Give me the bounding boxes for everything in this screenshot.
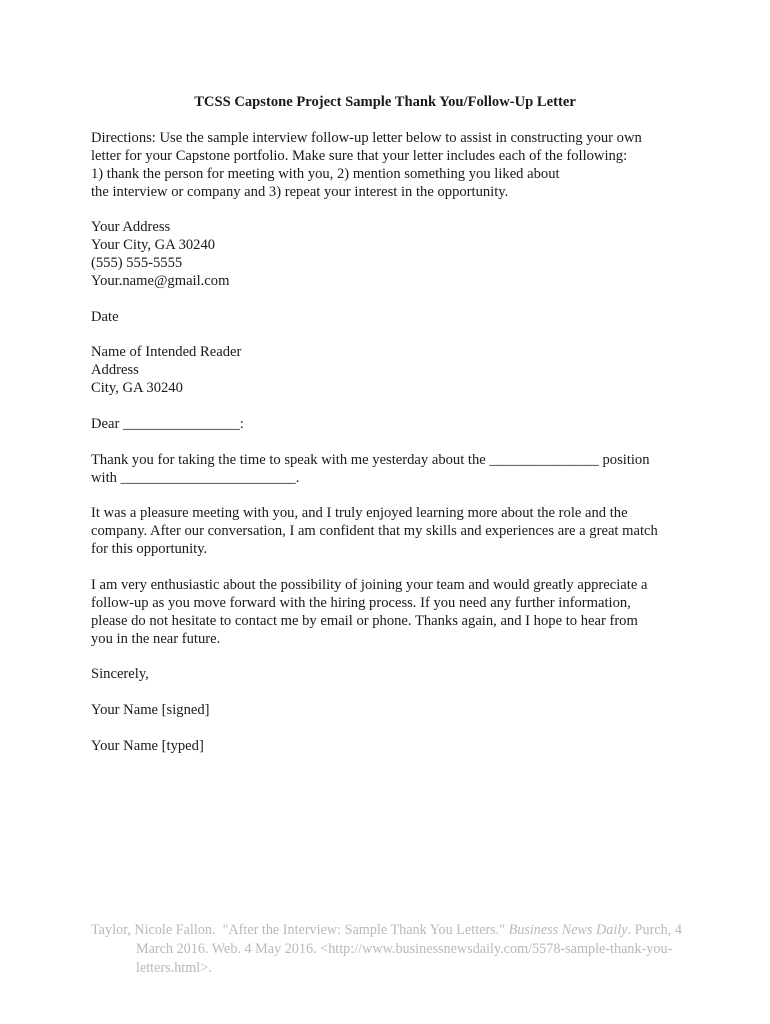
paragraph-line: please do not hesitate to contact me by email or phone. Thanks again, and I hope to hear from (91, 613, 638, 629)
paragraph-line: follow-up as you move forward with the hiring process. If you need any further information, (91, 595, 631, 611)
directions-line: 1) thank the person for meeting with you, 2) mention something you liked about (91, 166, 560, 182)
typed-name: Your Name [typed] (91, 738, 204, 754)
salutation: Dear ________________: (91, 416, 244, 432)
recipient-name: Name of Intended Reader (91, 344, 242, 360)
citation-line (91, 921, 682, 939)
letter-date: Date (91, 309, 119, 325)
citation-publication: Business News Daily (508, 922, 628, 938)
directions-line: the interview or company and 3) repeat your interest in the opportunity. (91, 184, 509, 200)
sender-city: Your City, GA 30240 (91, 237, 216, 253)
sender-phone: (555) 555-5555 (91, 255, 183, 271)
sender-address: Your Address (91, 219, 171, 235)
directions-line: Directions: Use the sample interview follow-up letter below to assist in constructing your own (91, 130, 642, 146)
paragraph-line: Thank you for taking the time to speak with me yesterday about the _______________ position (91, 452, 650, 468)
paragraph-line: for this opportunity. (91, 541, 208, 557)
paragraph-line: I am very enthusiastic about the possibility of joining your team and would greatly appreciate a (91, 577, 648, 593)
recipient-address: Address (91, 362, 139, 378)
closing: Sincerely, (91, 666, 149, 682)
paragraph-line: company. After our conversation, I am confident that my skills and experiences are a great match (91, 523, 658, 539)
document-title: TCSS Capstone Project Sample Thank You/Follow-Up Letter (194, 94, 576, 110)
citation-text: Taylor, Nicole Fallon. "After the Interview: Sample Thank You Letters." (91, 922, 509, 938)
citation-text: . Purch, 4 (627, 922, 682, 938)
recipient-city: City, GA 30240 (91, 380, 183, 396)
paragraph-line: It was a pleasure meeting with you, and I truly enjoyed learning more about the role and the (91, 505, 628, 521)
directions-line: letter for your Capstone portfolio. Make sure that your letter includes each of the following: (91, 148, 628, 164)
paragraph-line: with ________________________. (91, 470, 300, 486)
citation-line: March 2016. Web. 4 May 2016. <http://www.businessnewsdaily.com/5578-sample-thank-you- (136, 941, 673, 957)
signed-name: Your Name [signed] (91, 702, 210, 718)
citation-line: letters.html>. (136, 960, 212, 976)
paragraph-line: you in the near future. (91, 631, 221, 647)
sender-email: Your.name@gmail.com (91, 273, 230, 289)
